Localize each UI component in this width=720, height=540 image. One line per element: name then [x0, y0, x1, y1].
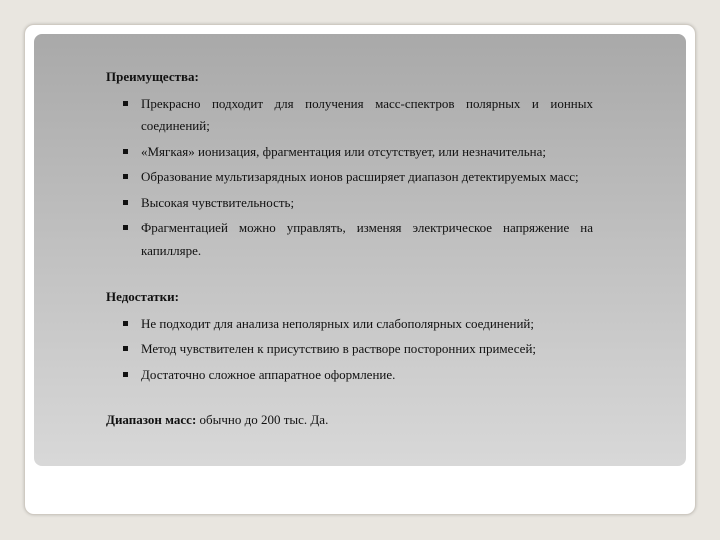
disadvantage-item: [106, 364, 593, 387]
disadvantage-item: [106, 313, 593, 336]
disadvantages-list: [106, 313, 593, 387]
advantage-item-text: Прекрасно подходит для получения масс-спектров полярных и ионных соединений;: [141, 95, 593, 133]
slide: [24, 24, 696, 515]
bullet-square-icon: [123, 372, 128, 377]
mass-range-line: [106, 409, 593, 432]
mass-range-label: Диапазон масс:: [106, 412, 197, 427]
slide-content: [106, 66, 593, 432]
advantage-item: [106, 166, 593, 189]
section-spacer: [106, 389, 593, 409]
advantage-item: [106, 93, 593, 138]
mass-range-value: обычно до 200 тыс. Да.: [196, 412, 329, 427]
disadvantage-item: [106, 338, 593, 361]
advantage-item-text: «Мягкая» ионизация, фрагментация или отсутствует, или незначительна;: [141, 143, 547, 159]
disadvantage-item-text: Не подходит для анализа неполярных или слабополярных соединений;: [141, 315, 534, 331]
advantage-item-text: Образование мультизарядных ионов расширяет диапазон детектируемых масс;: [141, 169, 579, 184]
disadvantage-item-text: Метод чувствителен к присутствию в растворе посторонних примесей;: [141, 341, 537, 356]
bullet-square-icon: [123, 346, 128, 351]
bullet-square-icon: [123, 200, 128, 205]
advantage-item: [106, 192, 593, 215]
advantage-item-text: Высокая чувствительность;: [141, 194, 295, 210]
advantages-list: [106, 93, 593, 263]
disadvantages-heading: Недостатки:: [106, 289, 179, 304]
bullet-square-icon: [123, 225, 128, 230]
advantage-item-text: Фрагментацией можно управлять, изменяя электрическое напряжение на капилляре.: [141, 220, 593, 258]
advantages-heading: Преимущества:: [106, 69, 199, 84]
disadvantage-item-text: Достаточно сложное аппаратное оформление.: [141, 366, 396, 382]
bullet-square-icon: [123, 149, 128, 154]
content-panel: [34, 34, 686, 466]
bullet-square-icon: [123, 321, 128, 326]
bullet-square-icon: [123, 101, 128, 106]
section-spacer: [106, 265, 593, 286]
advantage-item: [106, 141, 593, 164]
advantage-item: [106, 217, 593, 262]
bullet-square-icon: [123, 174, 128, 179]
